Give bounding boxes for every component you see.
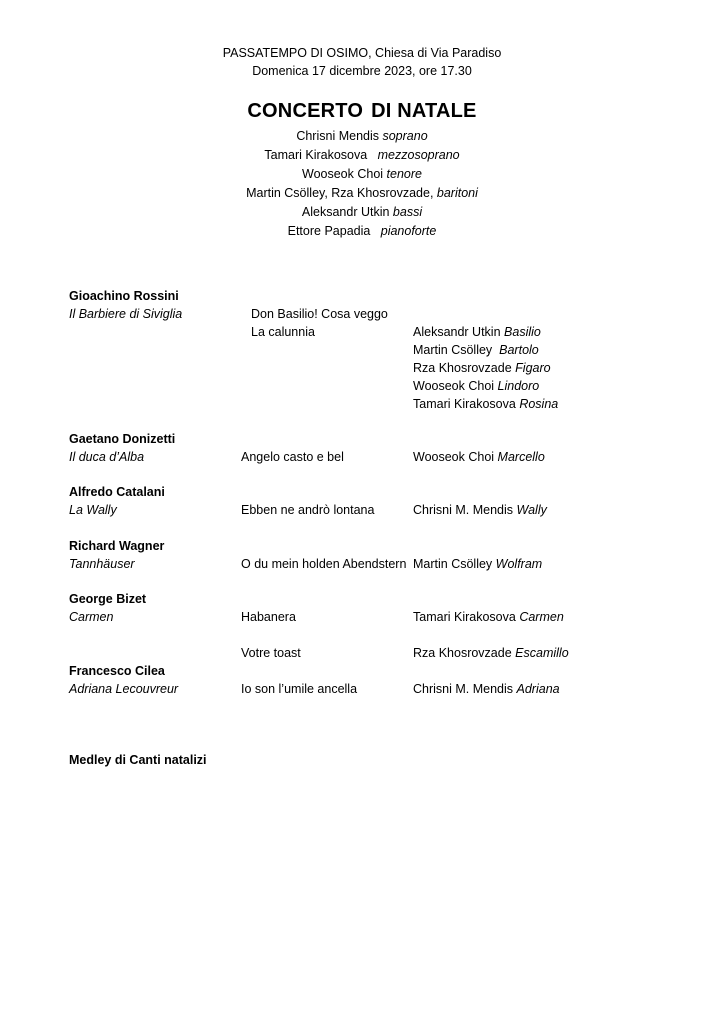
opera-carmen xyxy=(69,608,113,626)
cast-entry xyxy=(413,377,539,395)
singer-role: Figaro xyxy=(515,361,551,375)
singer-role: Wolfram xyxy=(495,557,543,571)
venue-line: PASSATEMPO DI OSIMO, Chiesa di Via Paradiso xyxy=(222,46,502,60)
opera-title: La Wally xyxy=(69,503,117,517)
opera-title: Carmen xyxy=(69,610,114,624)
opera-title: Adriana Lecouvreur xyxy=(69,682,179,696)
singer-name: Tamari Kirakosova xyxy=(413,397,516,411)
singer-name: Chrisni M. Mendis xyxy=(413,503,514,517)
composer-bizet: George Bizet xyxy=(69,592,147,606)
singer-name: Tamari Kirakosova xyxy=(413,610,516,624)
cast-entry xyxy=(413,608,564,626)
cast-entry xyxy=(413,555,542,573)
singer-name: Chrisni M. Mendis xyxy=(413,682,514,696)
performer-row xyxy=(0,165,724,184)
opera-la-wally xyxy=(69,501,117,519)
opera-title: Tannhäuser xyxy=(69,557,135,571)
title-part-2: DI NATALE xyxy=(371,100,477,122)
performer-role: tenore xyxy=(386,167,422,181)
piece-angelo-casto: Angelo casto e bel xyxy=(241,450,344,464)
piece-votre-toast: Votre toast xyxy=(241,646,301,660)
singer-name: Martin Csölley xyxy=(413,557,493,571)
singer-role: Rosina xyxy=(519,397,559,411)
composer-cilea: Francesco Cilea xyxy=(69,664,165,678)
performer-row xyxy=(0,203,724,222)
cast-entry xyxy=(413,323,541,341)
cast-entry xyxy=(413,448,545,466)
cast-entry xyxy=(413,680,560,698)
performer-role: pianoforte xyxy=(380,224,437,238)
piece-abendstern: O du mein holden Abendstern xyxy=(241,557,407,571)
performer-name: Aleksandr Utkin xyxy=(301,205,390,219)
opera-title: Il duca d’Alba xyxy=(69,450,145,464)
performer-name: Ettore Papadia xyxy=(287,224,371,238)
singer-name: Martin Csölley xyxy=(413,343,493,357)
singer-name: Wooseok Choi xyxy=(413,450,495,464)
performer-name: Tamari Kirakosova xyxy=(264,148,368,162)
performer-row xyxy=(0,222,724,241)
date-line: Domenica 17 dicembre 2023, ore 17.30 xyxy=(252,64,472,78)
opera-duca-alba xyxy=(69,448,144,466)
cast-entry xyxy=(413,341,539,359)
piece-io-son: Io son l’umile ancella xyxy=(241,682,358,696)
singer-name: Rza Khosrovzade xyxy=(413,361,512,375)
composer-catalani: Alfredo Catalani xyxy=(69,485,165,499)
finale-medley: Medley di Canti natalizi xyxy=(69,753,207,767)
event-header xyxy=(0,44,724,80)
opera-barbiere xyxy=(69,305,182,323)
opera-tannhauser xyxy=(69,555,135,573)
piece-la-calunnia: La calunnia xyxy=(251,325,315,339)
singer-role: Bartolo xyxy=(499,343,539,357)
singer-role: Escamillo xyxy=(515,646,569,660)
performer-row xyxy=(0,184,724,203)
performer-role: bassi xyxy=(392,205,423,219)
cast-entry xyxy=(413,359,551,377)
piece-don-basilio: Don Basilio! Cosa veggo xyxy=(251,307,388,321)
concert-title xyxy=(0,100,724,123)
performer-name: Chrisni Mendis xyxy=(296,129,379,143)
singer-role: Marcello xyxy=(497,450,545,464)
title-part-1: CONCERTO xyxy=(247,100,364,122)
piece-habanera: Habanera xyxy=(241,610,296,624)
singer-role: Wally xyxy=(516,503,547,517)
performer-row xyxy=(0,146,724,165)
singer-role: Carmen xyxy=(519,610,564,624)
singer-role: Adriana xyxy=(516,682,560,696)
performer-row xyxy=(0,127,724,146)
composer-donizetti: Gaetano Donizetti xyxy=(69,432,176,446)
opera-title: Il Barbiere di Siviglia xyxy=(69,307,183,321)
singer-name: Rza Khosrovzade xyxy=(413,646,512,660)
singer-role: Basilio xyxy=(504,325,541,339)
piece-ebben: Ebben ne andrò lontana xyxy=(241,503,375,517)
opera-adriana xyxy=(69,680,178,698)
performer-role: baritoni xyxy=(436,186,478,200)
singer-name: Wooseok Choi xyxy=(413,379,495,393)
singer-role: Lindoro xyxy=(497,379,540,393)
singer-name: Aleksandr Utkin xyxy=(413,325,501,339)
performer-name: Martin Csölley, Rza Khosrovzade, xyxy=(246,186,434,200)
performer-role: soprano xyxy=(382,129,428,143)
cast-entry xyxy=(413,395,558,413)
performers-list xyxy=(0,127,724,241)
cast-entry xyxy=(413,644,569,662)
composer-rossini: Gioachino Rossini xyxy=(69,289,179,303)
performer-role: mezzosoprano xyxy=(377,148,460,162)
cast-entry xyxy=(413,501,547,519)
performer-name: Wooseok Choi xyxy=(302,167,384,181)
composer-wagner: Richard Wagner xyxy=(69,539,165,553)
